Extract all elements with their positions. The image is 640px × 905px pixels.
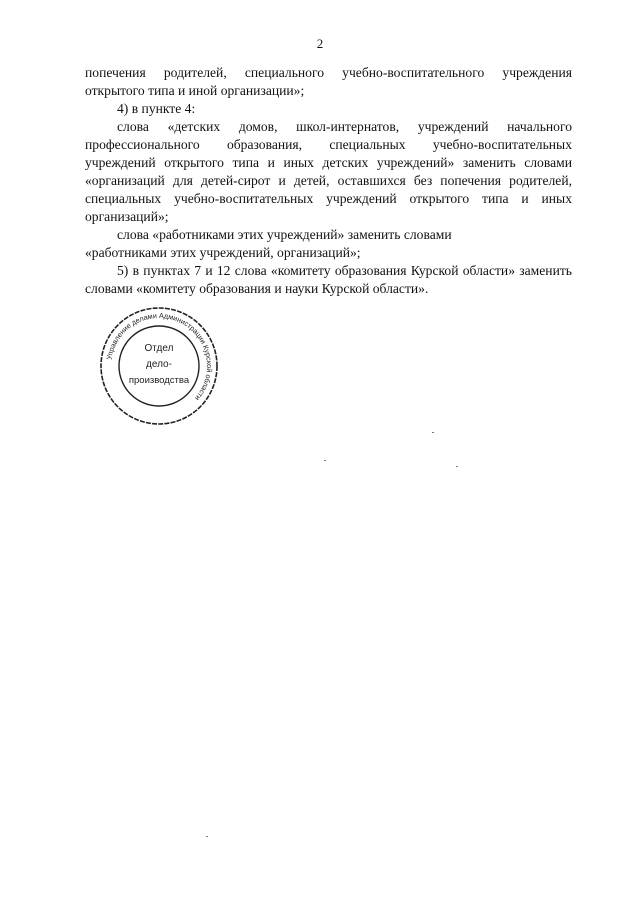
stamp-center-line-1: Отдел: [144, 343, 174, 354]
page-number: 2: [316, 36, 324, 51]
scan-speck: [206, 836, 208, 837]
scan-speck: [456, 466, 458, 467]
paragraph-words-replacement-2: слова «работниками этих учреждений» заменить словами: [117, 227, 452, 242]
paragraph-item-5: 5) в пунктах 7 и 12 слова «комитету образования Курской области» заменить словами «комитету образования и науки Курской области».: [85, 263, 572, 296]
document-body: [85, 64, 572, 298]
paragraph-words-replacement-1: слова «детских домов, школ-интернатов, учреждений начального профессионального образования, специальных учебно-воспитательных учреждений открытого типа и иных детских учреждений» заменить словами «организаций для детей-сирот и детей, оставшихся без попечения родителей, специальных учебно-воспитательных учреждений открытого типа и иных организаций»;: [85, 119, 572, 224]
scan-speck: [324, 460, 326, 461]
stamp-ring-text: Управление делами Администрации Курской области: [104, 310, 215, 403]
paragraph-words-replacement-2-cont: «работниками этих учреждений, организаций»;: [85, 245, 361, 260]
stamp-center-line-3: производства: [128, 375, 190, 386]
office-stamp: [98, 305, 220, 427]
paragraph-continuation: попечения родителей, специального учебно-воспитательного учреждения открытого типа и иной организации»;: [85, 65, 572, 98]
stamp-center-line-2: дело-: [146, 359, 172, 370]
paragraph-item-4: 4) в пункте 4:: [117, 101, 196, 116]
scan-speck: [432, 432, 434, 433]
